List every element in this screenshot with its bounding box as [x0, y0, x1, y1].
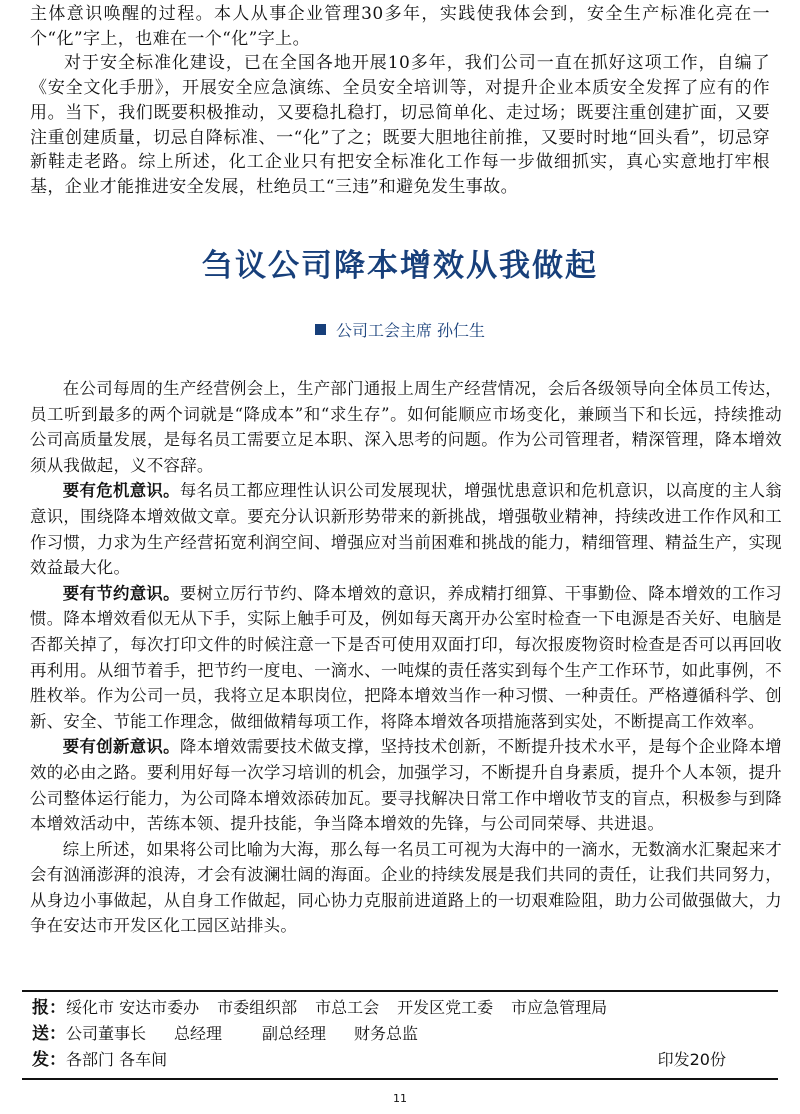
article-title: 刍议公司降本增效从我做起 — [202, 248, 598, 284]
issue-row — [32, 1048, 167, 1072]
send-recipient: 财务总监 — [354, 1024, 419, 1043]
paragraph-heading: 要有危机意识。 — [62, 481, 180, 501]
send-recipient: 总经理 — [174, 1024, 223, 1043]
send-recipient: 公司董事长 — [66, 1024, 147, 1043]
distribution-box — [22, 990, 778, 1080]
send-label: 送： — [32, 1024, 66, 1044]
send-row — [32, 1022, 418, 1046]
byline-text: 公司工会主席 孙仁生 — [335, 321, 486, 340]
article-body — [30, 376, 782, 939]
article-paragraph-4 — [30, 734, 782, 836]
issue-recipient: 各部门 各车间 — [66, 1050, 168, 1069]
article-paragraph-2 — [30, 478, 782, 580]
article-paragraph-5: 综上所述，如果将公司比喻为大海，那么每一名员工可视为大海中的一滴水，无数滴水汇聚起来才会有汹涌澎湃的浪涛，才会有波澜壮阔的海面。企业的持续发展是我们共同的责任，让我们共同努力，从身边小事做起，从自身工作做起，同心协力克服前进道路上的一切艰难险阻，助力公司做强做大，力争在安达市开发区化工园区站排头。 — [30, 839, 782, 936]
page-number: 11 — [393, 1092, 407, 1105]
print-count: 印发20份 — [657, 1050, 726, 1069]
report-row — [32, 996, 607, 1020]
paragraph-text: 每名员工都应理性认识公司发展现状，增强忧患意识和危机意识，以高度的主人翁意识，围绕降本增效做文章。要充分认识新形势带来的新挑战，增强敬业精神，持续改进工作作风和工作习惯，力求为生产经营拓宽利润空间、增强应对当前困难和挑战的能力，精细管理、精益生产，实现效益最大化。 — [30, 481, 782, 578]
intro-section — [30, 2, 770, 200]
report-recipient: 市应急管理局 — [511, 998, 608, 1017]
intro-paragraph-1: 主体意识唤醒的过程。本人从事企业管理30多年，实践使我体会到，安全生产标准化亮在一个“化”字上，也难在一个“化”字上。 — [30, 4, 770, 49]
square-bullet-icon — [315, 324, 326, 335]
report-recipient: 绥化市 安达市委办 — [66, 998, 200, 1017]
intro-paragraph-2: 对于安全标准化建设，已在全国各地开展10多年，我们公司一直在抓好这项工作，自编了《安全文化手册》，开展安全应急演练、全员安全培训等，对提升企业本质安全发挥了应有的作用。当下，我们既要积极推动，又要稳扎稳打，切忌简单化、走过场；既要注重创建扩面，又要注重创建质量，切忌自降标准、一“化”了之；既要大胆地往前推，又要时时地“回头看”，切忌穿新鞋走老路。综上所述，化工企业只有把安全标准化工作每一步做细抓实，真心实意地打牢根基，企业才能推进安全发展，杜绝员工“三违”和避免发生事故。 — [30, 53, 770, 197]
report-recipient: 开发区党工委 — [397, 998, 494, 1017]
article-byline — [0, 318, 800, 341]
article-paragraph-1: 在公司每周的生产经营例会上，生产部门通报上周生产经营情况，会后各级领导向全体员工传达，员工听到最多的两个词就是“降成本”和“求生存”。如何能顺应市场变化，兼顾当下和长远，持续推动公司高质量发展，是每名员工需要立足本职、深入思考的问题。作为公司管理者，精深管理，降本增效须从我做起，义不容辞。 — [30, 379, 782, 475]
paragraph-heading: 要有节约意识。 — [62, 583, 180, 603]
report-recipient: 市总工会 — [315, 998, 380, 1017]
issue-label: 发： — [32, 1050, 66, 1070]
article-paragraph-3 — [30, 581, 782, 735]
report-recipient: 市委组织部 — [217, 998, 298, 1017]
report-label: 报： — [32, 998, 66, 1018]
send-recipient: 副总经理 — [262, 1024, 327, 1043]
paragraph-heading: 要有创新意识。 — [62, 737, 180, 757]
paragraph-text: 要树立厉行节约、降本增效的意识，养成精打细算、干事勤俭、降本增效的工作习惯。降本增效看似无从下手，实际上触手可及，例如每天离开办公室时检查一下电源是否关好、电脑是否都关掉了，每次打印文件的时候注意一下是否可使用双面打印，每次报废物资时检查是否可以再回收再利用。从细节着手，把节约一度电、一滴水、一吨煤的责任落实到每个生产工作环节，如此事例，不胜枚举。作为公司一员，我将立足本职岗位，把降本增效当作一种习惯、一种责任。严格遵循科学、创新、安全、节能工作理念，做细做精每项工作，将降本增效各项措施落到实处，不断提高工作效率。 — [30, 583, 782, 731]
paragraph-text: 降本增效需要技术做支撑，坚持技术创新，不断提升技术水平，是每个企业降本增效的必由之路。要利用好每一次学习培训的机会，加强学习，不断提升自身素质，提升个人本领，提升公司整体运行能力，为公司降本增效添砖加瓦。要寻找解决日常工作中增收节支的盲点，积极参与到降本增效活动中，苦练本领、提升技能，争当降本增效的先锋，与公司同荣辱、共进退。 — [30, 737, 782, 834]
